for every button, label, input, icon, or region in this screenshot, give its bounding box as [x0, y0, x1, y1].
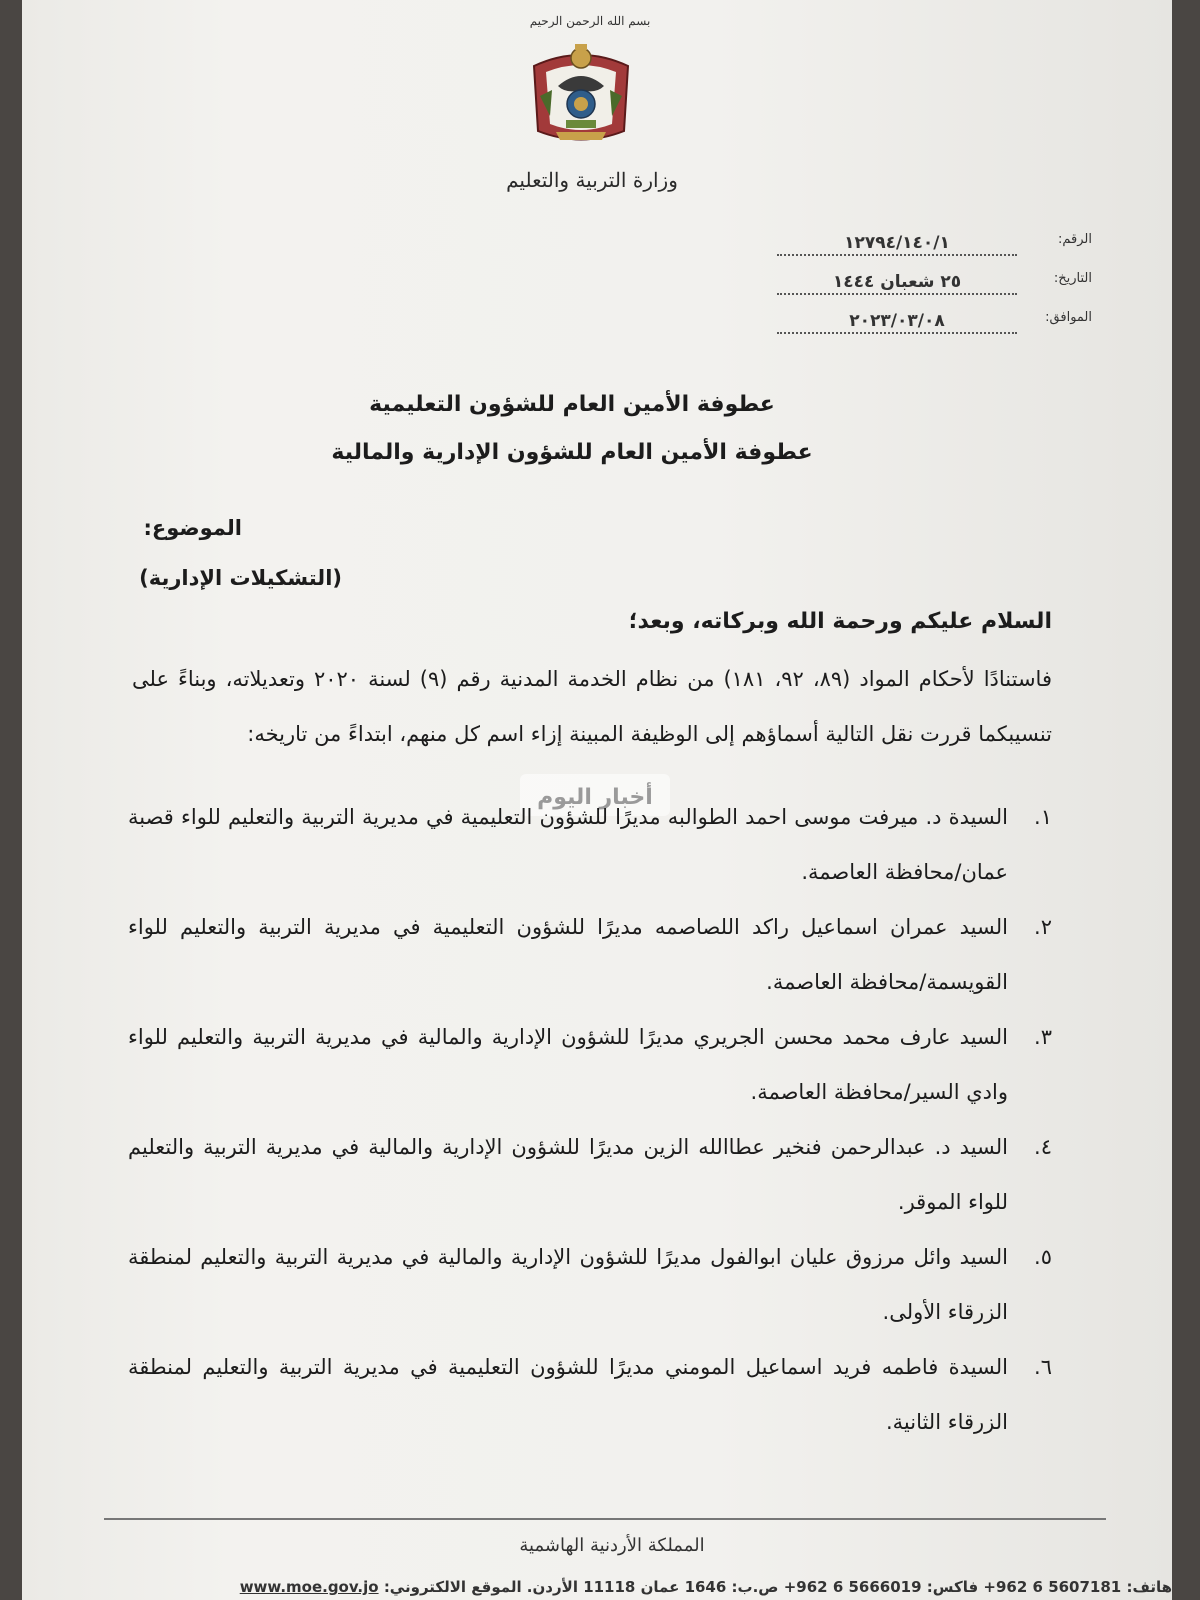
list-item	[128, 1230, 1052, 1340]
item-number: ٥.	[1034, 1245, 1052, 1269]
list-item	[128, 790, 1052, 900]
document-page	[22, 0, 1172, 1600]
subject-label: الموضوع:	[143, 516, 242, 540]
gregorian-date-row	[752, 306, 1092, 345]
addressee-2: عطوفة الأمين العام للشؤون الإدارية والمالية	[331, 440, 813, 465]
item-text: السيدة د. ميرفت موسى احمد الطوالبه مديرًا للشؤون التعليمية في مديرية التربية والتعليم للواء قصبة عمان/محافظة العاصمة.	[128, 805, 1008, 884]
reference-number-row	[752, 228, 1092, 267]
footer-contact	[172, 1578, 1172, 1596]
item-number: ٦.	[1034, 1355, 1052, 1379]
list-item	[128, 1340, 1052, 1450]
jordan-coat-of-arms-icon	[526, 36, 636, 156]
item-text: السيد عارف محمد محسن الجريري مديرًا للشؤون الإدارية والمالية في مديرية التربية والتعليم للواء وادي السير/محافظة العاصمة.	[128, 1025, 1008, 1104]
item-number: ٣.	[1034, 1025, 1052, 1049]
reference-number-label: الرقم:	[1058, 232, 1092, 247]
footer-divider	[104, 1518, 1106, 1520]
item-text: السيد د. عبدالرحمن فنخير عطاالله الزين مديرًا للشؤون الإدارية والمالية في مديرية التربية والتعليم للواء الموقر.	[128, 1135, 1008, 1214]
hijri-date-row	[752, 267, 1092, 306]
footer-contact-details: هاتف: 5607181 6 962+ فاكس: 5666019 6 962+ ص.ب: 1646 عمان 11118 الأردن. الموقع الالكتروني:	[383, 1578, 1172, 1596]
list-item	[128, 1010, 1052, 1120]
watermark-text: أخبار اليوم	[537, 785, 653, 810]
reference-number-value: ١٢٧٩٤/١٤٠/١	[777, 228, 1017, 256]
ministry-name: وزارة التربية والتعليم	[506, 168, 678, 192]
hijri-date-label: التاريخ:	[1053, 271, 1092, 286]
gregorian-date-value: ٢٠٢٣/٠٣/٠٨	[777, 306, 1017, 334]
transfer-list	[128, 790, 1052, 1450]
gregorian-date-label: الموافق:	[1045, 310, 1092, 325]
basmala: بسم الله الرحمن الرحيم	[529, 14, 651, 28]
addressee-1: عطوفة الأمين العام للشؤون التعليمية	[369, 392, 775, 417]
reference-block	[752, 228, 1092, 345]
list-item	[128, 900, 1052, 1010]
greeting: السلام عليكم ورحمة الله وبركاته، وبعد؛	[628, 609, 1052, 634]
item-number: ٤.	[1034, 1135, 1052, 1159]
item-number: ٢.	[1034, 915, 1052, 939]
hijri-date-value: ٢٥ شعبان ١٤٤٤	[777, 267, 1017, 295]
item-text: السيد عمران اسماعيل راكد اللصاصمه مديرًا للشؤون التعليمية في مديرية التربية والتعليم للواء القويسمة/محافظة العاصمة.	[128, 915, 1008, 994]
item-number: ١.	[1034, 805, 1052, 829]
intro-paragraph: فاستنادًا لأحكام المواد (٨٩، ٩٢، ١٨١) من نظام الخدمة المدنية رقم (٩) لسنة ٢٠٢٠ وتعديلاته، وبناءً على تنسيبكما قررت نقل التالية أسماؤهم إلى الوظيفة المبينة إزاء اسم كل منهم، ابتداءً من تاريخه:	[132, 667, 1052, 746]
subject-value: (التشكيلات الإدارية)	[139, 566, 342, 590]
item-text: السيد وائل مرزوق عليان ابوالفول مديرًا للشؤون الإدارية والمالية في مديرية التربية والتعليم لمنطقة الزرقاء الأولى.	[128, 1245, 1008, 1324]
website-link[interactable]: www.moe.gov.jo	[239, 1578, 379, 1596]
item-text: السيدة فاطمه فريد اسماعيل المومني مديرًا للشؤون التعليمية في مديرية التربية والتعليم لمنطقة الزرقاء الثانية.	[128, 1355, 1008, 1434]
list-item	[128, 1120, 1052, 1230]
footer-kingdom: المملكة الأردنية الهاشمية	[519, 1535, 705, 1556]
